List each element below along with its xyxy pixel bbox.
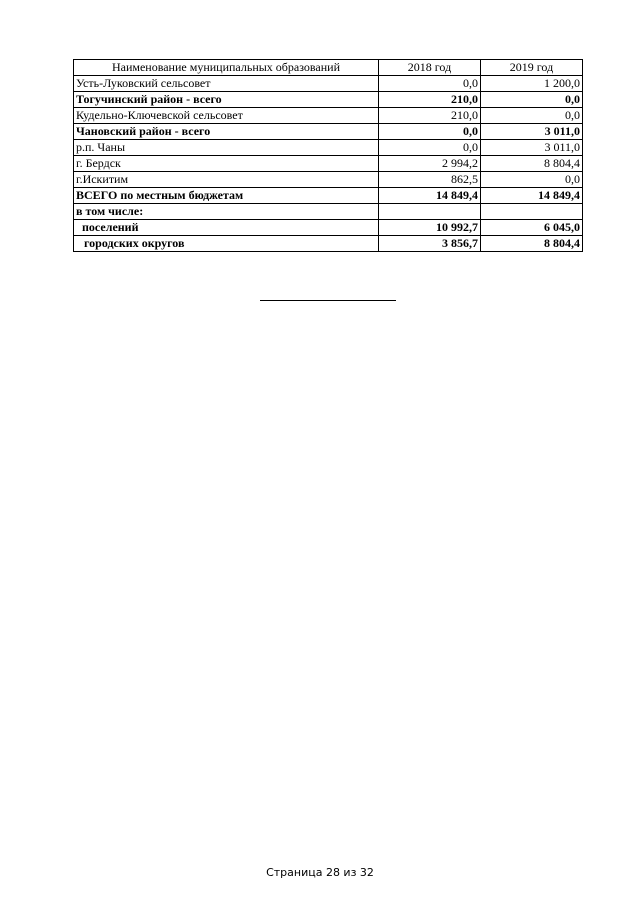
row-value-2019: 8 804,4 xyxy=(481,236,583,252)
row-value-2018: 0,0 xyxy=(379,140,481,156)
table-row xyxy=(74,140,583,156)
page-number: Страница 28 из 32 xyxy=(266,866,374,879)
table-row xyxy=(74,108,583,124)
row-value-2018: 10 992,7 xyxy=(379,220,481,236)
header-municipality: Наименование муниципальных образований xyxy=(74,60,379,76)
row-name: р.п. Чаны xyxy=(74,140,379,156)
table-row-including xyxy=(74,204,583,220)
row-name: в том числе: xyxy=(74,204,379,220)
table-row-district-total xyxy=(74,124,583,140)
row-value-2019: 3 011,0 xyxy=(481,140,583,156)
row-value-2019: 0,0 xyxy=(481,92,583,108)
table-row xyxy=(74,76,583,92)
row-name: г. Бердск xyxy=(74,156,379,172)
row-name: городских округов xyxy=(74,236,379,252)
row-name: г.Искитим xyxy=(74,172,379,188)
row-value-2019: 1 200,0 xyxy=(481,76,583,92)
row-name: Чановский район - всего xyxy=(74,124,379,140)
row-value-2018: 0,0 xyxy=(379,124,481,140)
table-row-urban-districts xyxy=(74,236,583,252)
row-value-2019: 0,0 xyxy=(481,108,583,124)
row-name: Кудельно-Ключевской сельсовет xyxy=(74,108,379,124)
row-name: ВСЕГО по местным бюджетам xyxy=(74,188,379,204)
table-row-settlements xyxy=(74,220,583,236)
row-name: Усть-Луковский сельсовет xyxy=(74,76,379,92)
row-value-2019: 6 045,0 xyxy=(481,220,583,236)
separator-line xyxy=(260,300,396,301)
table-header-row xyxy=(74,60,583,76)
row-value-2018: 210,0 xyxy=(379,92,481,108)
row-name: поселений xyxy=(74,220,379,236)
row-value-2019: 3 011,0 xyxy=(481,124,583,140)
row-value-2019: 0,0 xyxy=(481,172,583,188)
row-value-2019: 8 804,4 xyxy=(481,156,583,172)
row-value-2018: 210,0 xyxy=(379,108,481,124)
header-2019: 2019 год xyxy=(481,60,583,76)
row-value-2018: 14 849,4 xyxy=(379,188,481,204)
table-row-district-total xyxy=(74,92,583,108)
row-value-2018: 2 994,2 xyxy=(379,156,481,172)
row-name: Тогучинский район - всего xyxy=(74,92,379,108)
row-value-2018: 0,0 xyxy=(379,76,481,92)
row-value-2018 xyxy=(379,204,481,220)
budget-table xyxy=(73,59,583,252)
row-value-2018: 862,5 xyxy=(379,172,481,188)
row-value-2018: 3 856,7 xyxy=(379,236,481,252)
table-row xyxy=(74,156,583,172)
row-value-2019: 14 849,4 xyxy=(481,188,583,204)
table-row-grand-total xyxy=(74,188,583,204)
row-value-2019 xyxy=(481,204,583,220)
table-row xyxy=(74,172,583,188)
header-2018: 2018 год xyxy=(379,60,481,76)
